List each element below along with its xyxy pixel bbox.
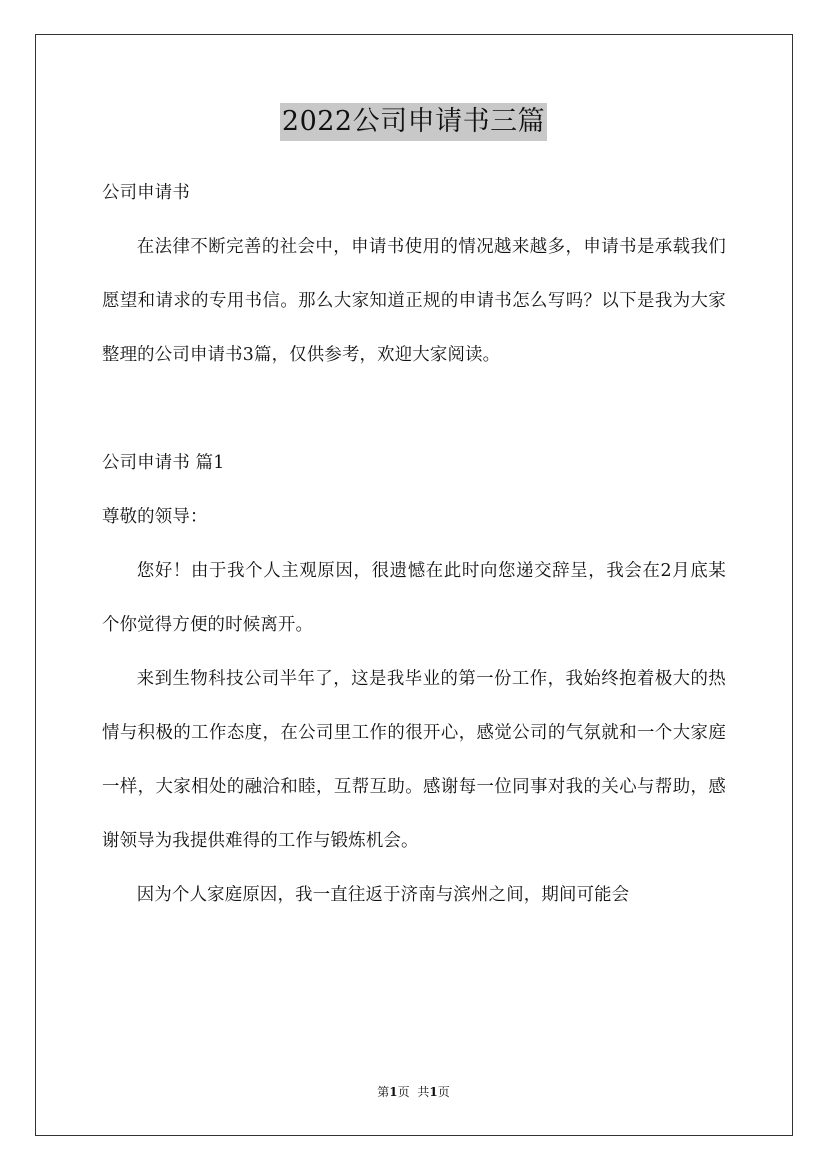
part-heading: 公司申请书 篇1 — [102, 453, 225, 473]
salutation: 尊敬的领导： — [102, 507, 208, 527]
body-paragraph: 因为个人家庭原因，我一直往返于济南与滨州之间，期间可能会 — [136, 885, 630, 905]
document-body — [102, 166, 726, 922]
section-heading: 公司申请书 — [102, 183, 190, 203]
page-footer — [0, 1083, 827, 1101]
current-page-number: 1 — [389, 1085, 398, 1099]
page-prefix: 第 — [377, 1085, 390, 1099]
title-container — [0, 103, 827, 141]
intro-paragraph: 在法律不断完善的社会中，申请书使用的情况越来越多，申请书是承载我们愿望和请求的专用书信。那么大家知道正规的申请书怎么写吗？以下是我为大家整理的公司申请书3篇，仅供参考，欢迎大家阅读。 — [102, 237, 726, 365]
document-title: 2022公司申请书三篇 — [280, 103, 547, 141]
body-paragraph: 来到生物科技公司半年了，这是我毕业的第一份工作，我始终抱着极大的热情与积极的工作态度，在公司里工作的很开心，感觉公司的气氛就和一个大家庭一样，大家相处的融洽和睦，互帮互助。感谢每一位同事对我的关心与帮助，感谢领导为我提供难得的工作与锻炼机会。 — [102, 669, 726, 851]
body-paragraph: 您好！由于我个人主观原因，很遗憾在此时向您递交辞呈，我会在2月底某个你觉得方便的时候离开。 — [102, 561, 726, 635]
total-suffix: 页 — [437, 1085, 450, 1099]
total-page-count: 1 — [429, 1085, 438, 1099]
total-prefix: 共 — [417, 1085, 430, 1099]
page-suffix: 页 — [397, 1085, 410, 1099]
